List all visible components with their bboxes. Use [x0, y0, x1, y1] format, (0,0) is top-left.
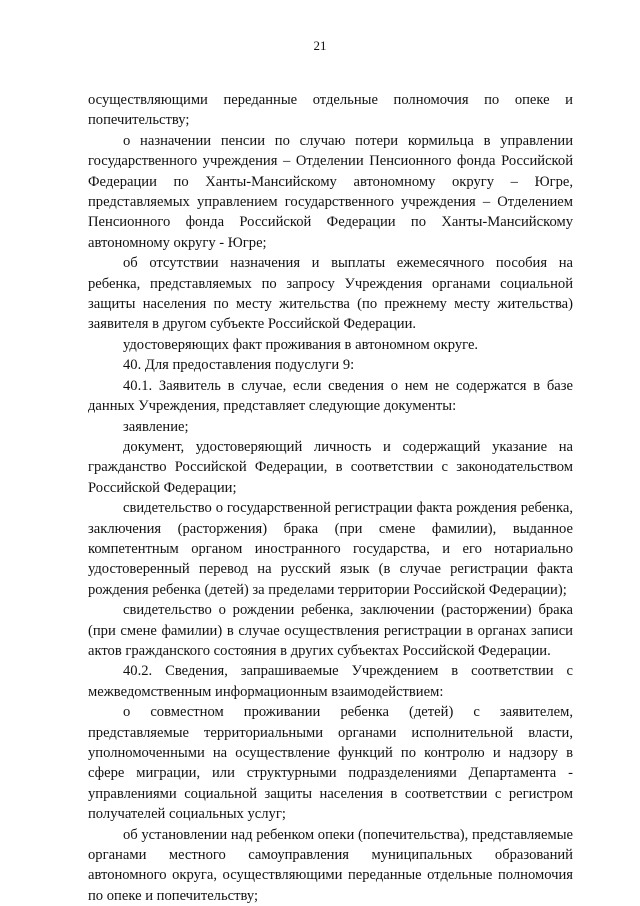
paragraph: об установлении над ребенком опеки (попечительства), представляемые органами местного самоуправления муниципальных образований автономного округа, осуществляющими переданные отдельные полномочия по опеке и попечительству; — [88, 826, 573, 904]
paragraph: свидетельство о государственной регистрации факта рождения ребенка, заключения (расторжения) брака (при смене фамилии), выданное компетентным органом иностранного государства, и его нотариально удостоверенный перевод на русский язык (в случае регистрации факта рождения ребенка (детей) за пределами территории Российской Федерации); — [88, 500, 573, 598]
paragraph: 40.2. Сведения, запрашиваемые Учреждением в соответствии с межведомственным информационным взаимодействием: — [88, 663, 573, 700]
paragraph: о назначении пенсии по случаю потери кормильца в управлении государственного учреждения – Отделении Пенсионного фонда Российской Федерации по Ханты-Мансийскому автономному округу – Югре, представляемых управлением государственного учреждения – Отделением Пенсионного фонда Российской Федерации по Ханты-Мансийскому автономному округу - Югре; — [88, 132, 573, 251]
paragraph: заявление; — [123, 418, 189, 435]
paragraph: свидетельство о рождении ребенка, заключении (расторжении) брака (при смене фамилии) в случае осуществления регистрации в органах записи актов гражданского состояния в других субъектах Российской Федерации. — [88, 602, 573, 659]
document-body — [88, 90, 573, 906]
paragraph: о совместном проживании ребенка (детей) с заявителем, представляемые территориальными органами исполнительной власти, уполномоченными на осуществление функций по контролю и надзору в сфере миграции, или структурными подразделениями Департамента - управлениями социальной защиты населения в соответствии с регистром получателей социальных услуг; — [88, 704, 573, 823]
paragraph: 40.1. Заявитель в случае, если сведения о нем не содержатся в базе данных Учреждения, представляет следующие документы: — [88, 377, 573, 415]
paragraph: осуществляющими переданные отдельные полномочия по опеке и попечительству; — [88, 92, 573, 129]
section-heading: 40. Для предоставления подуслуги 9: — [123, 357, 355, 374]
paragraph: об отсутствии назначения и выплаты ежемесячного пособия на ребенка, представляемых по запросу Учреждения органами социальной защиты населения по месту жительства (по прежнему месту жительства) заявителя в другом субъекте Российской Федерации. — [88, 255, 573, 333]
paragraph: документ, удостоверяющий личность и содержащий указание на гражданство Российской Федерации, в соответствии с законодательством Российской Федерации; — [88, 438, 573, 496]
paragraph: удостоверяющих факт проживания в автономном округе. — [123, 336, 479, 353]
page-number: 21 — [313, 38, 327, 53]
